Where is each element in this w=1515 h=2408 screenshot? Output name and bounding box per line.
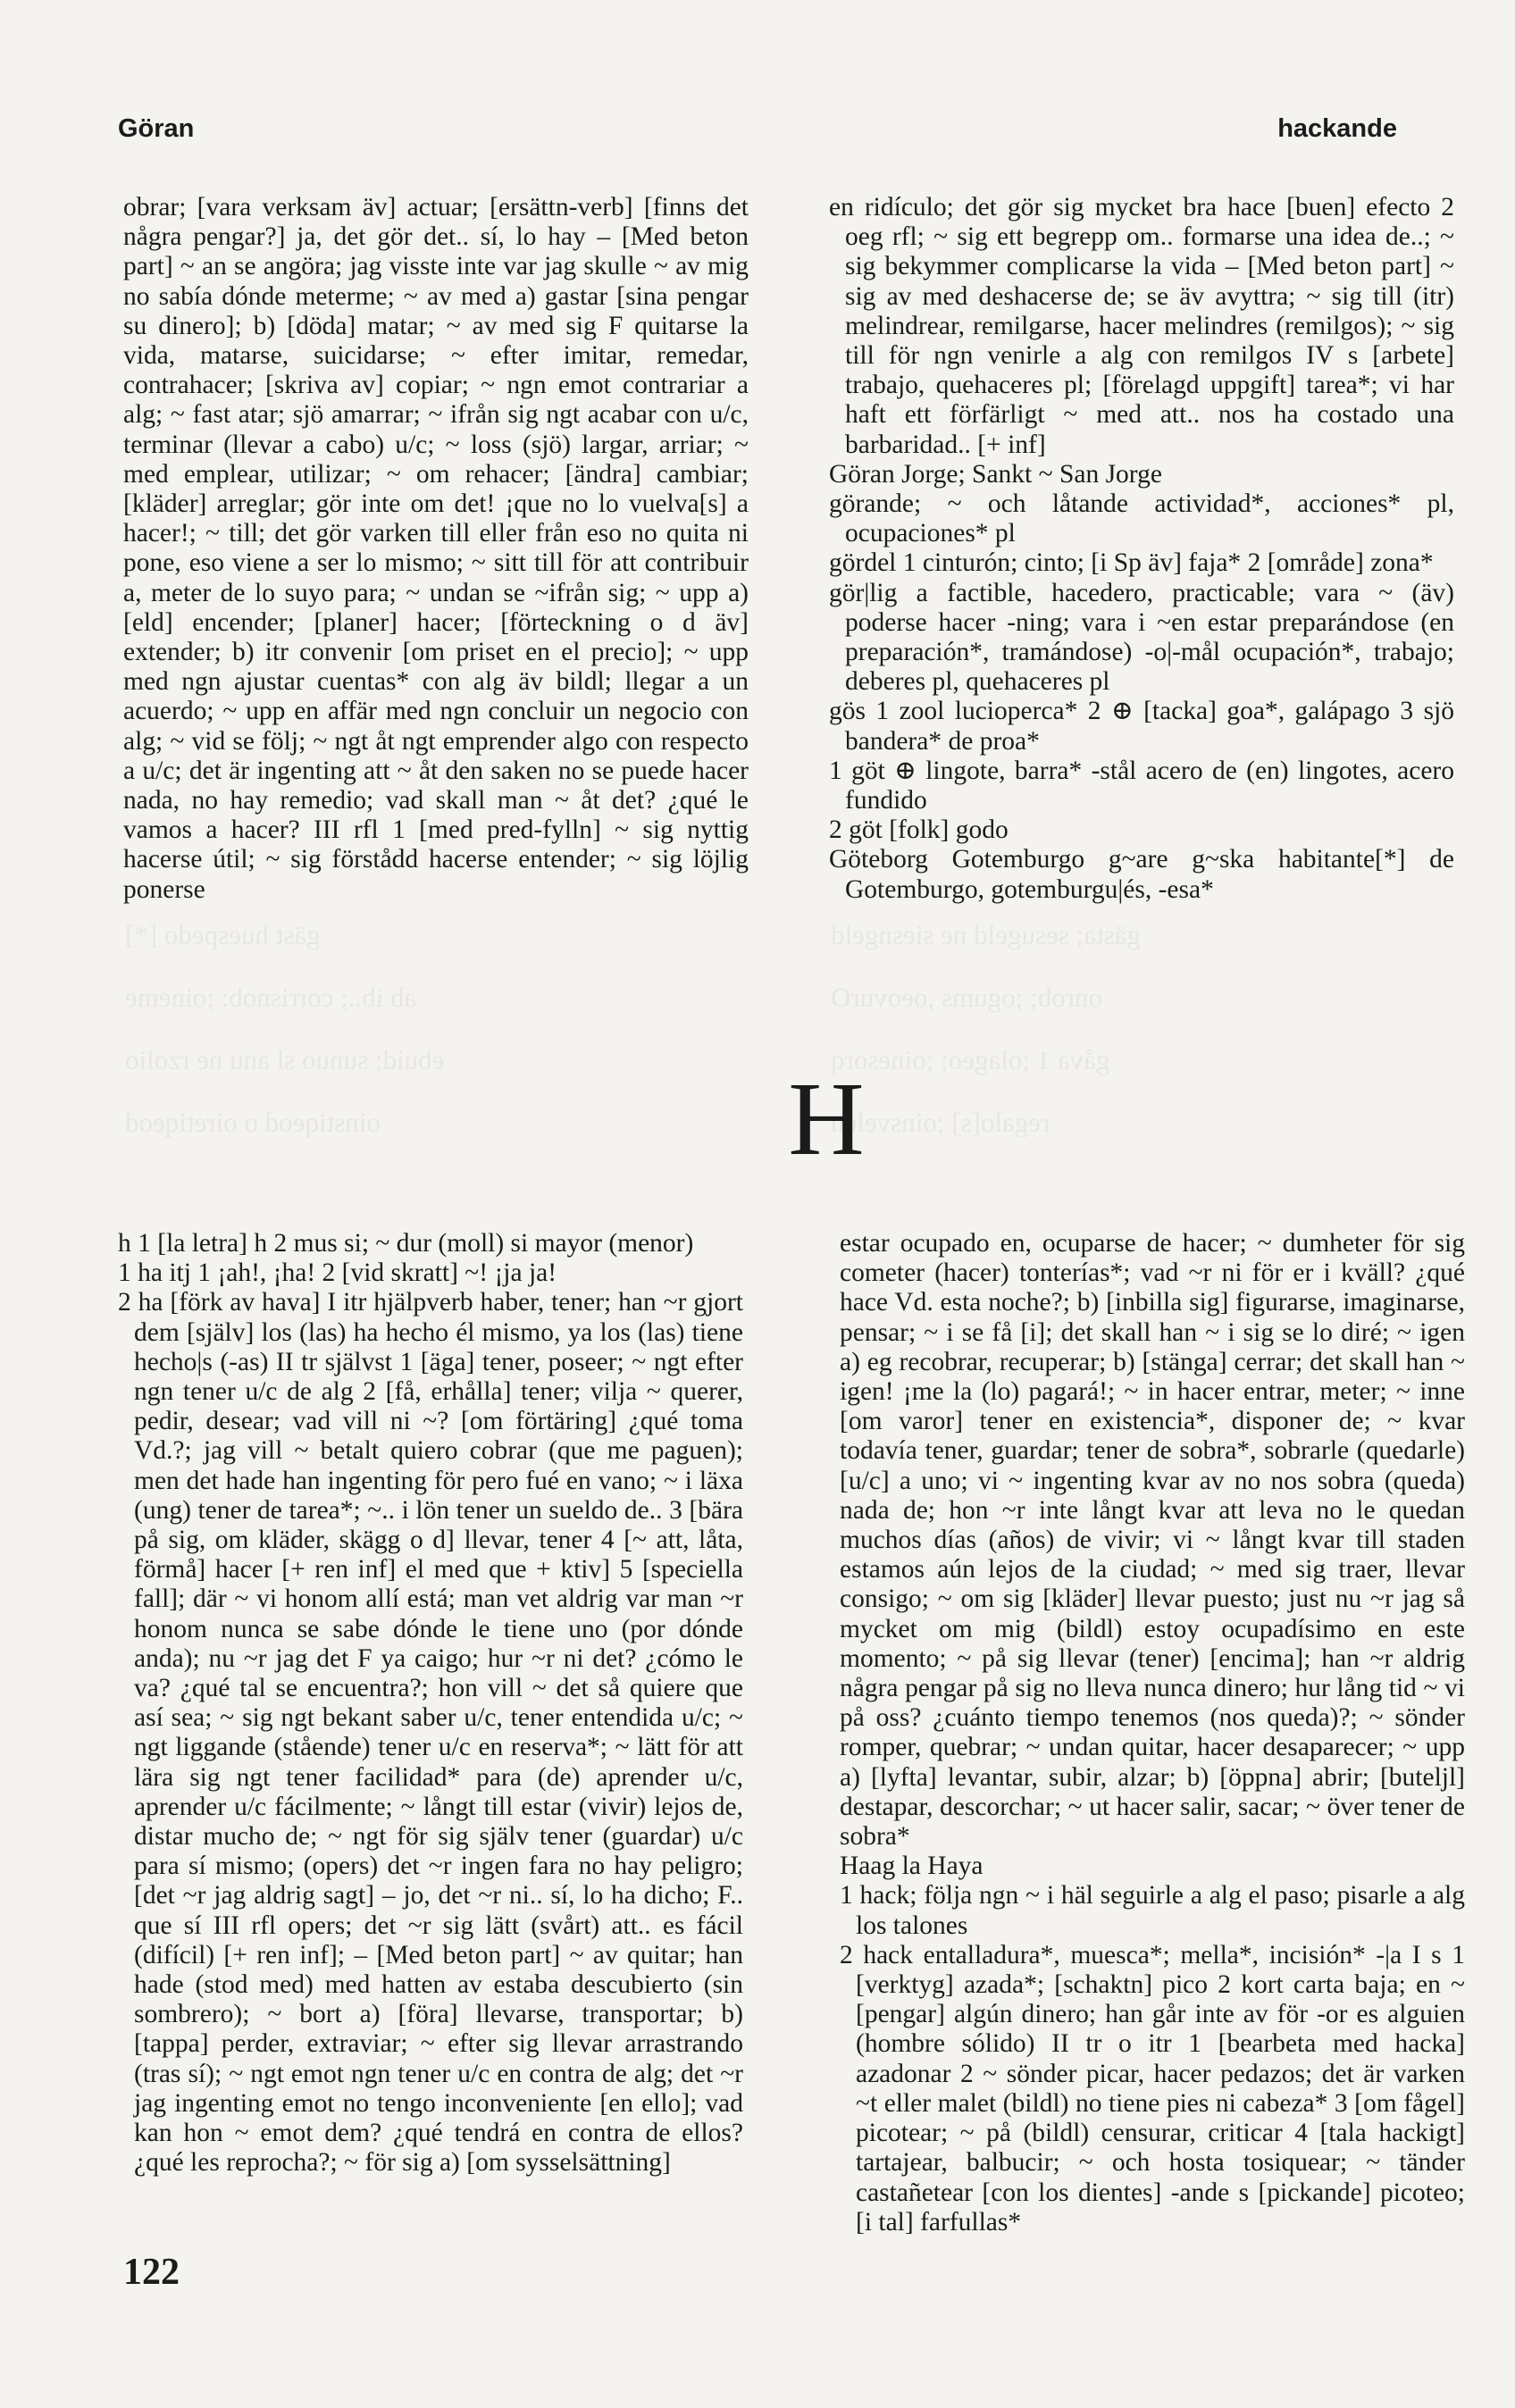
dictionary-entry: gös 1 zool lucioperca* 2 ⊕ [tacka] goa*, galápago 3 sjö bandera* de proa*: [829, 697, 1454, 756]
dictionary-entry: en ridículo; det gör sig mycket bra hace [buen] efecto 2 oeg rfl; ~ sig ett begrepp om.. formarse una idea de..; ~ sig bekymmer complicarse la vida – [Med beton part] ~ sig av med deshacerse de; se äv avyttra; ~ sig till (itr) melindrear, remilgarse, hacer melindres (remilgos); ~ sig till för ngn venirle a alg con remilgos IV s [arbete] trabajo, quehaceres pl; [förelagd uppgift] tarea*; vi har haft ett förfärligt ~ med att.. nos ha costado una barbaridad.. [+ inf]: [829, 193, 1454, 459]
right-guide-word: hackande: [1277, 114, 1397, 143]
column-left-bottom: [118, 1229, 743, 2238]
dictionary-entry: gördel 1 cinturón; cinto; [i Sp äv] faja* 2 [område] zona*: [829, 548, 1434, 578]
page-number: 122: [123, 2252, 180, 2293]
dictionary-entry: Haag la Haya: [840, 1852, 983, 1881]
dictionary-entry: 1 göt ⊕ lingote, barra* -stål acero de (en) lingotes, acero fundido: [829, 756, 1454, 815]
dictionary-entry: Göran Jorge; Sankt ~ San Jorge: [829, 459, 1162, 489]
running-head: [118, 114, 1397, 150]
dictionary-entry: 2 ha [förk av hava] I itr hjälpverb haber, tener; han ~r gjort dem [själv] los (las) ha hecho él mismo, ya los (las) tiene hecho|s (-as) II tr självst 1 [äga] tener, poseer; ~ ngt efter ngn tener u/c de alg 2 [få, erhålla] tener; vilja ~ querer, pedir, desear; vad vill ni ~? [om förtäring] ¿qué toma Vd.?; jag vill ~ betalt quiero cobrar (que me paguen); men det hade han ingenting för pero fué en vano; ~ i läxa (ung) tener de tarea*; ~.. i lön tener un sueldo de.. 3 [bära på sig, om kläder, skägg o d] llevar, tener 4 [~ att, låta, förmå] hacer [+ ren inf] el med que + ktiv] 5 [speciella fall]; där ~ vi honom allí está; man vet aldrig var man ~r honom nunca se sabe dónde le tiene uno (por dónde anda); nu ~r jag det F ya caigo; hur ~r ni det? ¿cómo le va? ¿qué tal se encuentra?; hon vill ~ det så quiere que así sea; ~ sig ngt bekant saber u/c, tener entendida u/c; ~ ngt liggande (stående) tener u/c en reserva*; ~ lätt för att lära sig ngt tener facilidad* para (de) aprender u/c, aprender u/c fácilmente; ~ långt till estar (vivir) lejos de, distar mucho de; ~ ngt för sig själv tener (guardar) u/c para sí mismo; (opers) det ~r ingen fara no hay peligro; [det ~r jag aldrig sagt] – jo, det ~r ni.. sí, lo ha dicho; F.. que sí III rfl opers; det ~r sig lätt (svårt) att.. es fácil (difícil) [+ ren inf]; – [Med beton part] ~ av quitar; han hade (stod med) med hatten av estaba descubierto (sin sombrero); ~ bort a) [föra] llevarse, transportar; b) [tappa] perder, extraviar; ~ efter sig llevar arrastrando (tras sí); ~ ngt emot ngn tener u/c en contra de alg; det ~r jag ingenting emot no tengo inconveniente [en ello]; vad kan hon ~ emot dem? ¿qué tendrá en contra de ellos? ¿qué les reprocha?; ~ för sig a) [om sysselsättning]: [118, 1288, 743, 2178]
dictionary-entry: obrar; [vara verksam äv] actuar; [ersättn-verb] [finns det några pengar?] ja, det gör det.. sí, lo hay – [Med beton part] ~ an se angöra; jag visste inte var jag skulle ~ av mig no sabía dónde meterme; ~ av med a) gastar [sina pengar su dinero]; b) [döda] matar; ~ av med sig F quitarse la vida, matarse, suicidarse; ~ efter imitar, remedar, contrahacer; [skriva av] copiar; ~ ngn emot contrariar a alg; ~ fast atar; sjö amarrar; ~ ifrån sig ngt acabar con u/c, terminar (llevar a cabo) u/c; ~ loss (sjö) largar, arriar; ~ med emplear, utilizar; ~ om rehacer; [ändra] cambiar; [kläder] arreglar; gör inte om det! ¡que no lo vuelva[s] a hacer!; ~ till; det gör varken till eller från eso no quita ni pone, eso viene a ser lo mismo; ~ sitt till för att contribuir a, meter de lo suyo para; ~ undan se ~ifrån sig; ~ upp a) [eld] encender; [planer] hacer; [förteckning o d äv] extender; b) itr convenir [om priset en el precio]; ~ upp med ngn ajustar cuentas* con alg äv bildl; llegar a un acuerdo; ~ upp en affär med ngn concluir un negocio con alg; ~ vid se följ; ~ ngt åt ngt emprender algo con respecto a u/c; det är ingenting att ~ åt den saken no se puede hacer nada, no hay remedio; vad skall man ~ åt det? ¿qué le vamos a hacer? III rfl 1 [med pred-fylln] ~ sig nyttig hacerse útil; ~ sig förstådd hacerse entender; ~ sig löjlig ponerse: [123, 193, 749, 904]
dictionary-entry: estar ocupado en, ocuparse de hacer; ~ dumheter för sig cometer (hacer) tonterías*; vad ~r ni för er i kväll? ¿qué hace Vd. esta noche?; b) [inbilla sig] figurarse, imaginarse, pensar; ~ i se få [i]; det skall han ~ i sig se lo diré; ~ igen a) eg recobrar, recuperar; b) [stänga] cerrar; det skall han ~ igen! ¡me la (lo) pagará!; ~ in hacer entrar, meter; ~ inne [om varor] tener en existencia*, disponer de; ~ kvar todavía tener, guardar; tener de sobra*, sobrarle (quedarle) [u/c] a uno; vi ~ ingenting kvar av no nos sobra (queda) nada de; hon ~r inte långt kvar att leva no le quedan muchos días (años) de vivir; vi ~ långt kvar till staden estamos aún lejos de la ciudad; ~ med sig traer, llevar consigo; ~ om sig [kläder] llevar puesto; just nu ~r jag så mycket om mig (bildl) estoy ocupadísimo en este momento; ~ på sig llevar (tener) [encima]; han ~r aldrig några pengar på sig no lleva nunca dinero; hur lång tid ~ vi på oss? ¿cuánto tiempo tenemos (nos queda)?; ~ sönder romper, quebrar; ~ undan quitar, hacer desaparecer; ~ upp a) [lyfta] levantar, subir, alzar; b) [öppna] abrir; [buteljl] destapar, descorchar; ~ ut hacer salir, sacar; ~ över tener de sobra*: [840, 1229, 1465, 1852]
dictionary-entry: Göteborg Gotemburgo g~are g~ska habitante[*] de Gotemburgo, gotemburgu|és, -esa*: [829, 845, 1454, 904]
dictionary-entry: 1 hack; följa ngn ~ i häl seguirle a alg el paso; pisarle a alg los talones: [840, 1881, 1465, 1940]
show-through-background: gäst huespedo [*] ab ib..; corrisnob: ;oineme ebuid; sunuo sl anu ne rzolio oinstiqeod o oiretiqeod gästa; sesugeld ne siesngeld onrob; ;ogums ,oeovurO gåva 1 ;olageo; ;oinesorq regalo[s] ;oinsvelen: [125, 919, 1141, 1138]
column-right-bottom: [840, 1229, 1465, 2238]
left-guide-word: Göran: [118, 114, 195, 143]
dictionary-entry: 2 göt [folk] godo: [829, 815, 1009, 845]
dictionary-entry: görande; ~ och låtande actividad*, acciones* pl, ocupaciones* pl: [829, 489, 1454, 548]
dictionary-entry: h 1 [la letra] h 2 mus si; ~ dur (moll) si mayor (menor): [118, 1229, 694, 1258]
column-right-top: [829, 193, 1454, 925]
dictionary-entry: 1 ha itj 1 ¡ah!, ¡ha! 2 [vid skratt] ~! ¡ja ja!: [118, 1258, 557, 1288]
section-letter: H: [788, 1060, 865, 1177]
column-left-top: [123, 193, 749, 907]
dictionary-entry: 2 hack entalladura*, muesca*; mella*, incisión* -|a I s 1 [verktyg] azada*; [schaktn] pico 2 kort carta baja; en ~ [pengar] algún dinero; han går inte av för -or es alguien (hombre sólido) II tr o itr 1 [bearbeta med hacka] azadonar 2 ~ sönder picar, hacer pedazos; det är varken ~t eller malet (bildl) no tiene pies ni cabeza* 3 [om fågel] picotear; ~ på (bildl) censurar, criticar 4 [tala hackigt] tartajear, balbucir; ~ och hosta tosiquear; ~ tänder castañetear [con los dientes] -ande s [pickande] picoteo; [i tal] farfullas*: [840, 1940, 1465, 2237]
dictionary-entry: gör|lig a factible, hacedero, practicable; vara ~ (äv) poderse hacer -ning; vara i ~en estar preparándose (en preparación*, tramándose) -o|-mål ocupación*, trabajo; deberes pl, quehaceres pl: [829, 578, 1454, 697]
